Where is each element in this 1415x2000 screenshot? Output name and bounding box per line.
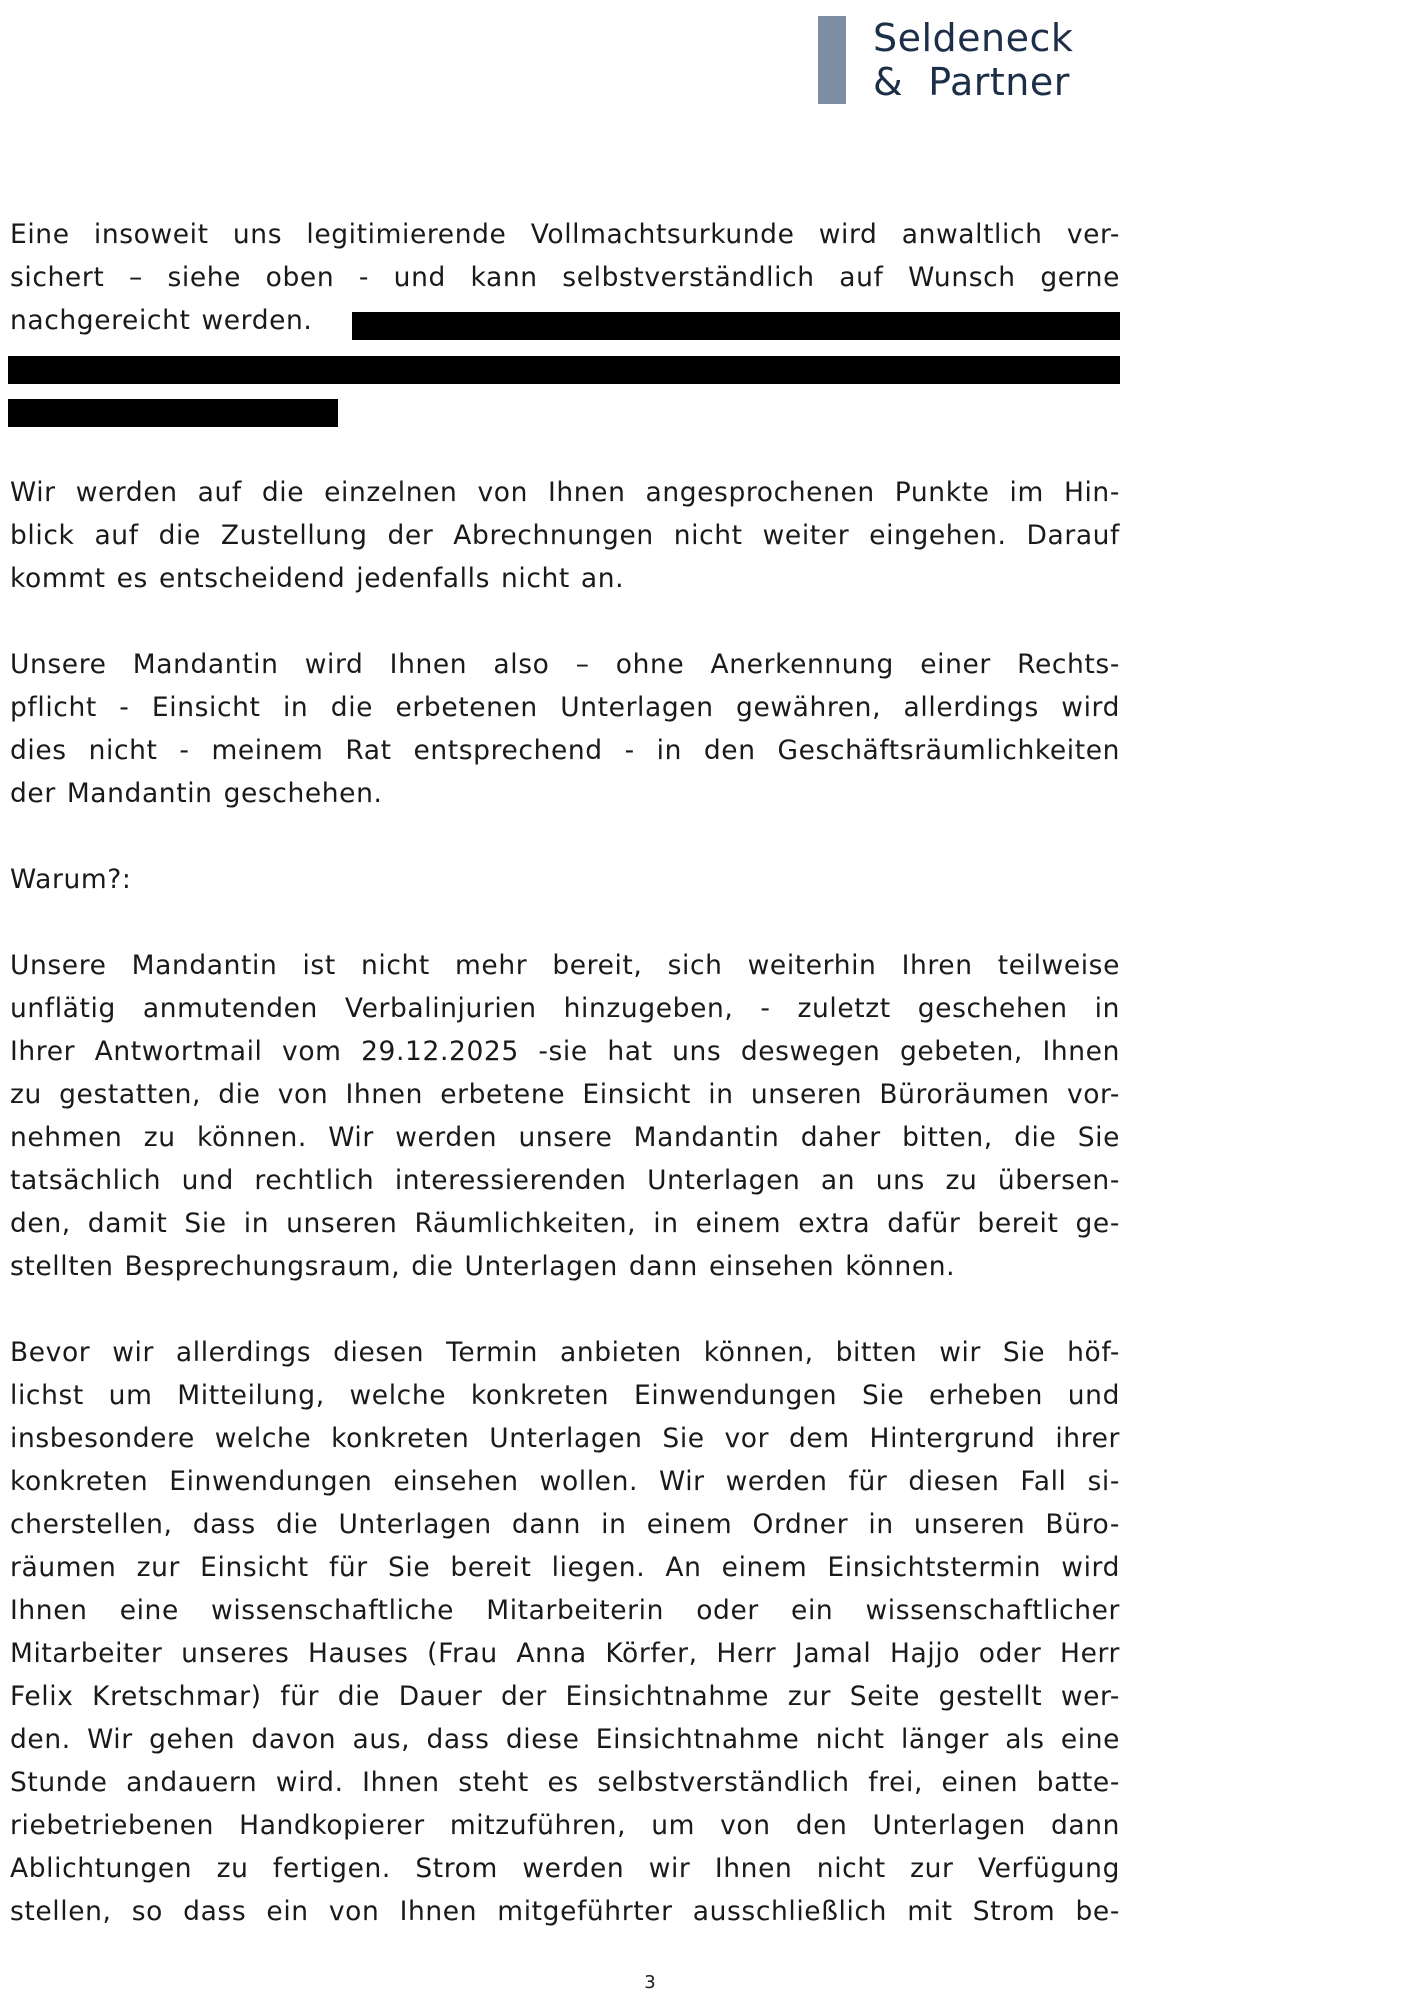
text-line: Ihrer Antwortmail vom 29.12.2025 -sie hat uns deswegen gebeten, Ihnen: [10, 1036, 1120, 1067]
text-line: Unsere Mandantin ist nicht mehr bereit, sich weiterhin Ihren teilweise: [10, 950, 1120, 981]
text-line: Felix Kretschmar) für die Dauer der Einsichtnahme zur Seite gestellt wer-: [10, 1681, 1120, 1712]
paragraph: [10, 944, 1120, 1288]
text-line: der Mandantin geschehen.: [10, 778, 383, 809]
paragraph: [10, 1331, 1120, 1933]
letter-body: [10, 213, 1120, 1933]
text-line: Warum?:: [10, 864, 132, 895]
text-line: pflicht - Einsicht in die erbetenen Unterlagen gewähren, allerdings wird: [10, 692, 1120, 723]
firm-logo: [818, 16, 1118, 108]
text-line: konkreten Einwendungen einsehen wollen. Wir werden für diesen Fall si-: [10, 1466, 1120, 1497]
text-line: Ihnen eine wissenschaftliche Mitarbeiterin oder ein wissenschaftlicher: [10, 1595, 1120, 1626]
text-line: den. Wir gehen davon aus, dass diese Einsichtnahme nicht länger als eine: [10, 1724, 1120, 1755]
paragraph: [10, 858, 1120, 901]
text-line: räumen zur Einsicht für Sie bereit liegen. An einem Einsichtstermin wird: [10, 1552, 1120, 1583]
text-line: Wir werden auf die einzelnen von Ihnen angesprochenen Punkte im Hin-: [10, 477, 1120, 508]
text-line: sichert – siehe oben - und kann selbstverständlich auf Wunsch gerne: [10, 262, 1120, 293]
text-line: Bevor wir allerdings diesen Termin anbieten können, bitten wir Sie höf-: [10, 1337, 1120, 1368]
text-line: riebetriebenen Handkopierer mitzuführen, um von den Unterlagen dann: [10, 1810, 1120, 1841]
redaction-bar: [8, 356, 1120, 384]
text-line: Unsere Mandantin wird Ihnen also – ohne Anerkennung einer Rechts-: [10, 649, 1120, 680]
text-line: cherstellen, dass die Unterlagen dann in einem Ordner in unseren Büro-: [10, 1509, 1120, 1540]
text-line: nehmen zu können. Wir werden unsere Mandantin daher bitten, die Sie: [10, 1122, 1120, 1153]
text-line: Mitarbeiter unseres Hauses (Frau Anna Körfer, Herr Jamal Hajjo oder Herr: [10, 1638, 1120, 1669]
text-line: kommt es entscheidend jedenfalls nicht an.: [10, 563, 625, 594]
text-line: stellten Besprechungsraum, die Unterlagen dann einsehen können.: [10, 1251, 956, 1282]
text-line: den, damit Sie in unseren Räumlichkeiten, in einem extra dafür bereit ge-: [10, 1208, 1120, 1239]
text-line: nachgereicht werden.: [10, 305, 313, 336]
text-line: tatsächlich und rechtlich interessierenden Unterlagen an uns zu übersen-: [10, 1165, 1120, 1196]
text-line: zu gestatten, die von Ihnen erbetene Einsicht in unseren Büroräumen vor-: [10, 1079, 1120, 1110]
text-line: Eine insoweit uns legitimierende Vollmachtsurkunde wird anwaltlich ver-: [10, 219, 1120, 250]
text-line: lichst um Mitteilung, welche konkreten Einwendungen Sie erheben und: [10, 1380, 1120, 1411]
text-line: Stunde andauern wird. Ihnen steht es selbstverständlich frei, einen batte-: [10, 1767, 1120, 1798]
redaction-bar: [352, 312, 1120, 340]
logo-line-2: & Partner: [873, 60, 1070, 104]
page-number: 3: [644, 1972, 656, 1993]
logo-bar: [818, 16, 846, 104]
redaction-bar: [8, 399, 338, 427]
text-line: insbesondere welche konkreten Unterlagen Sie vor dem Hintergrund ihrer: [10, 1423, 1120, 1454]
text-line: dies nicht - meinem Rat entsprechend - in den Geschäftsräumlichkeiten: [10, 735, 1120, 766]
text-line: Ablichtungen zu fertigen. Strom werden wir Ihnen nicht zur Verfügung: [10, 1853, 1120, 1884]
logo-wordmark: [873, 16, 1073, 104]
paragraph: [10, 471, 1120, 600]
paragraph: [10, 643, 1120, 815]
logo-line-1: Seldeneck: [873, 16, 1074, 60]
text-line: blick auf die Zustellung der Abrechnungen nicht weiter eingehen. Darauf: [10, 520, 1120, 551]
text-line: unflätig anmutenden Verbalinjurien hinzugeben, - zuletzt geschehen in: [10, 993, 1120, 1024]
text-line: stellen, so dass ein von Ihnen mitgeführter ausschließlich mit Strom be-: [10, 1896, 1120, 1927]
